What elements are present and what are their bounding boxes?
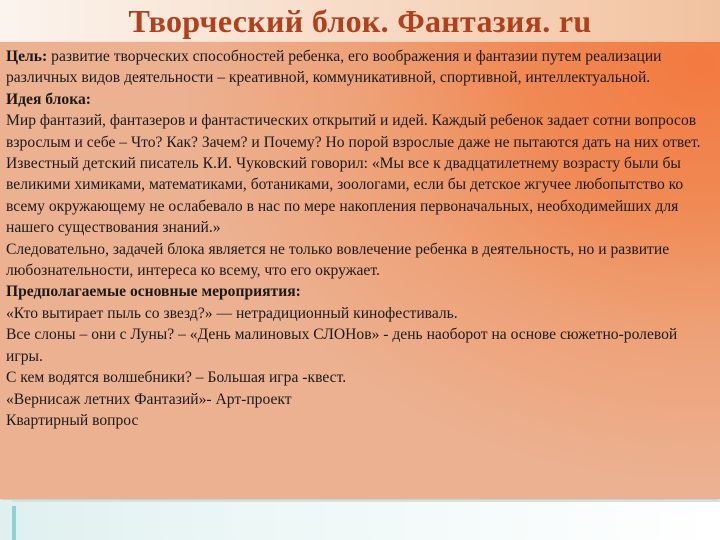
event-item: Все слоны – они с Луны? – «День малиновых СЛОНов» - день наоборот на основе сюжетно-ролевой игры. <box>6 326 678 365</box>
quote-text: Известный детский писатель К.И. Чуковский говорил: «Мы все к двадцатилетнему возрасту были бы великими химиками, математиками, ботаниками, зоологами, если бы детское жгучее любопытство ко всему окружающему не ослабевало в нас по мере накопления первоначальных, необходимейших для нашего существования знаний.» <box>6 155 684 237</box>
slide-title: Творческий блок. Фантазия. ru <box>128 3 592 39</box>
bottom-decoration <box>0 500 720 540</box>
events-heading: Предполагаемые основные мероприятия: <box>6 283 301 301</box>
slide-content <box>6 46 716 431</box>
event-item: «Вернисаж летних Фантазий»- Арт-проект <box>6 390 292 408</box>
bottom-divider <box>12 500 720 502</box>
conclusion-text: Следовательно, задачей блока является не только вовлечение ребенка в деятельность, но и развитие любознательности, интереса ко всему, что его окружает. <box>6 240 670 280</box>
goal-paragraph <box>6 46 716 89</box>
bottom-accent-bar <box>12 506 16 540</box>
idea-text: Мир фантазий, фантазеров и фантастических открытий и идей. Каждый ребенок задает сотни вопросов взрослым и себе – Что? Как? Зачем? и Почему? Но порой взрослые даже не пытаются дать на них ответ. <box>6 112 701 151</box>
idea-heading: Идея блока: <box>6 90 91 108</box>
event-item: С кем водятся волшебники? – Большая игра -квест. <box>6 369 347 387</box>
goal-label: Цель: <box>6 48 48 65</box>
event-item: Квартирный вопрос <box>6 411 139 429</box>
goal-text: развитие творческих способностей ребенка, его воображения и фантазии путем реализации различных видов деятельности – креативной, коммуникативной, спортивной, интеллектуальной. <box>6 48 662 87</box>
event-item: «Кто вытирает пыль со звезд?» — нетрадиционный кинофестиваль. <box>6 304 458 322</box>
